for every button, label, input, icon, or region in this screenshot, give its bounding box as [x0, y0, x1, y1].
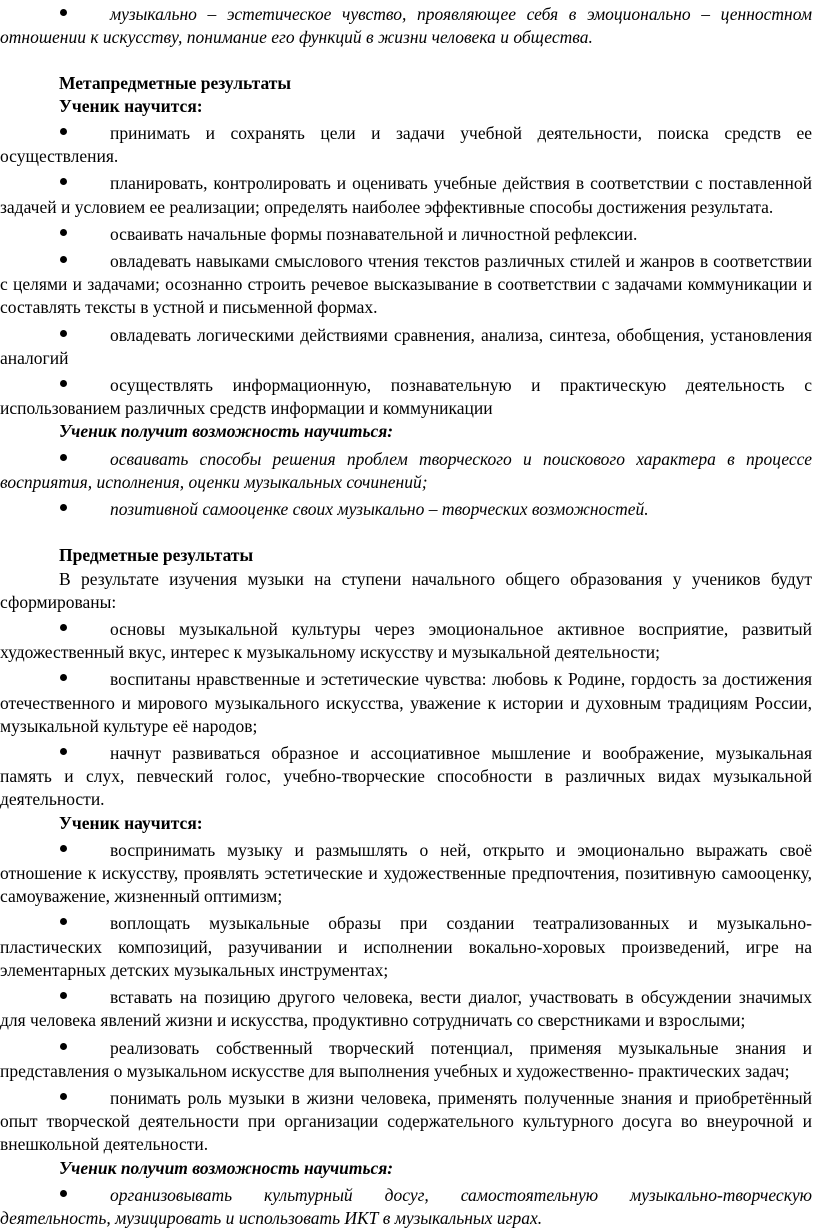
bullet-icon — [60, 9, 67, 16]
list-item-text: осуществлять информационную, познавательную и практическую деятельность с использованием различных средств информации и коммуникации — [0, 375, 812, 419]
bullet-icon — [60, 918, 67, 925]
bullet-icon — [60, 624, 67, 631]
list-item — [0, 1087, 812, 1157]
spacer — [0, 49, 812, 72]
list-item-text: основы музыкальной культуры через эмоциональное активное восприятие, развитый художественный вкус, интерес к музыкальному искусству и музыкальной деятельности; — [0, 619, 812, 663]
bullet-icon — [60, 330, 67, 337]
list-item-text: осваивать способы решения проблем творческого и поискового характера в процессе восприятия, исполнения, оценки музыкальных сочинений; — [0, 448, 812, 492]
list-item — [0, 1037, 812, 1083]
learn-heading: Ученик научится: — [59, 812, 203, 833]
list-item-text: осваивать начальные формы познавательной и личностной рефлексии. — [110, 223, 638, 244]
list-item — [0, 374, 812, 420]
list-item — [0, 618, 812, 664]
subject-intro: В результате изучения музыки на ступени начального общего образования у учеников будут сформированы: — [0, 568, 812, 612]
bullet-icon — [60, 256, 67, 263]
bullet-icon — [60, 1093, 67, 1100]
list-item-text: вставать на позицию другого человека, вести диалог, участвовать в обсуждении значимых для человека явлений жизни и искусства, продуктивно сотрудничать со сверстниками и взрослыми; — [0, 987, 812, 1031]
list-item — [0, 324, 812, 370]
list-item — [0, 912, 812, 982]
bullet-icon — [60, 229, 67, 236]
list-item — [0, 498, 812, 521]
list-item — [0, 668, 812, 738]
list-item-text: реализовать собственный творческий потенциал, применяя музыкальные знания и представления о музыкальном искусстве для выполнения учебных и художественно- практических задач; — [0, 1037, 812, 1081]
bullet-icon — [60, 504, 67, 511]
list-item — [0, 172, 812, 218]
list-item — [0, 839, 812, 909]
section-title-meta: Метапредметные результаты — [59, 72, 292, 93]
bullet-icon — [60, 128, 67, 135]
bullet-icon — [60, 1043, 67, 1050]
list-item-text: овладевать логическими действиями сравнения, анализа, синтеза, обобщения, установления аналогий — [0, 324, 812, 368]
spacer — [0, 521, 812, 544]
bullet-icon — [60, 992, 67, 999]
list-item-text: принимать и сохранять цели и задачи учебной деятельности, поиска средств ее осуществления. — [0, 123, 812, 167]
bullet-icon — [60, 674, 67, 681]
list-item — [0, 223, 812, 246]
list-item-text: начнут развиваться образное и ассоциативное мышление и воображение, музыкальная память и слух, певческий голос, учебно-творческие способности в различных видах музыкальной деятельности. — [0, 743, 812, 810]
list-item — [0, 122, 812, 168]
opportunity-heading: Ученик получит возможность научиться: — [59, 421, 394, 442]
list-item-text: воплощать музыкальные образы при создании театрализованных и музыкально-пластических композиций, разучивании и исполнении вокально-хоровых произведений, игре на элементарных детских музыкальных инструментах; — [0, 913, 812, 980]
list-item-text: позитивной самооценке своих музыкально – творческих возможностей. — [110, 499, 649, 520]
list-item — [0, 3, 812, 49]
list-item-text: понимать роль музыки в жизни человека, применять полученные знания и приобретённый опыт творческой деятельности при организации содержательного культурного досуга во внеурочной и внешкольной деятельности. — [0, 1087, 812, 1155]
bullet-icon — [60, 845, 67, 852]
list-item — [0, 250, 812, 320]
bullet-icon — [60, 454, 67, 461]
list-item-text: воспитаны нравственные и эстетические чувства: любовь к Родине, гордость за достижения отечественного и мирового музыкального искусства, уважение к истории и духовным традициям России, музыкальной культуре её народов; — [0, 669, 812, 736]
list-item — [0, 1184, 812, 1230]
bullet-icon — [60, 380, 67, 387]
list-item — [0, 986, 812, 1032]
opportunity-heading: Ученик получит возможность научиться: — [59, 1157, 394, 1178]
list-item-text: воспринимать музыку и размышлять о ней, открыто и эмоционально выражать своё отношение к искусству, проявлять эстетические и художественные предпочтения, позитивную самооценку, самоуважение, жизненный оптимизм; — [0, 839, 812, 907]
list-item-text: овладевать навыками смыслового чтения текстов различных стилей и жанров в соответствии с целями и задачами; осознанно строить речевое высказывание в соответствии с задачами коммуникации и составлять тексты в устной и письменной формах. — [0, 251, 812, 318]
list-item — [0, 742, 812, 812]
section-title-subject: Предметные результаты — [59, 545, 254, 566]
bullet-icon — [60, 748, 67, 755]
list-item-text: музыкально – эстетическое чувство, проявляющее себя в эмоционально – ценностном отношении к искусству, понимание его функций в жизни человека и общества. — [0, 4, 812, 48]
bullet-icon — [60, 1190, 67, 1197]
learn-heading: Ученик научится: — [59, 95, 203, 116]
bullet-icon — [60, 178, 67, 185]
list-item — [0, 448, 812, 494]
list-item-text: организовывать культурный досуг, самостоятельную музыкально-творческую деятельность, музицировать и использовать ИКТ в музыкальных играх. — [0, 1184, 812, 1228]
list-item-text: планировать, контролировать и оценивать учебные действия в соответствии с поставленной задачей и условием ее реализации; определять наиболее эффективные способы достижения результата. — [0, 173, 812, 217]
